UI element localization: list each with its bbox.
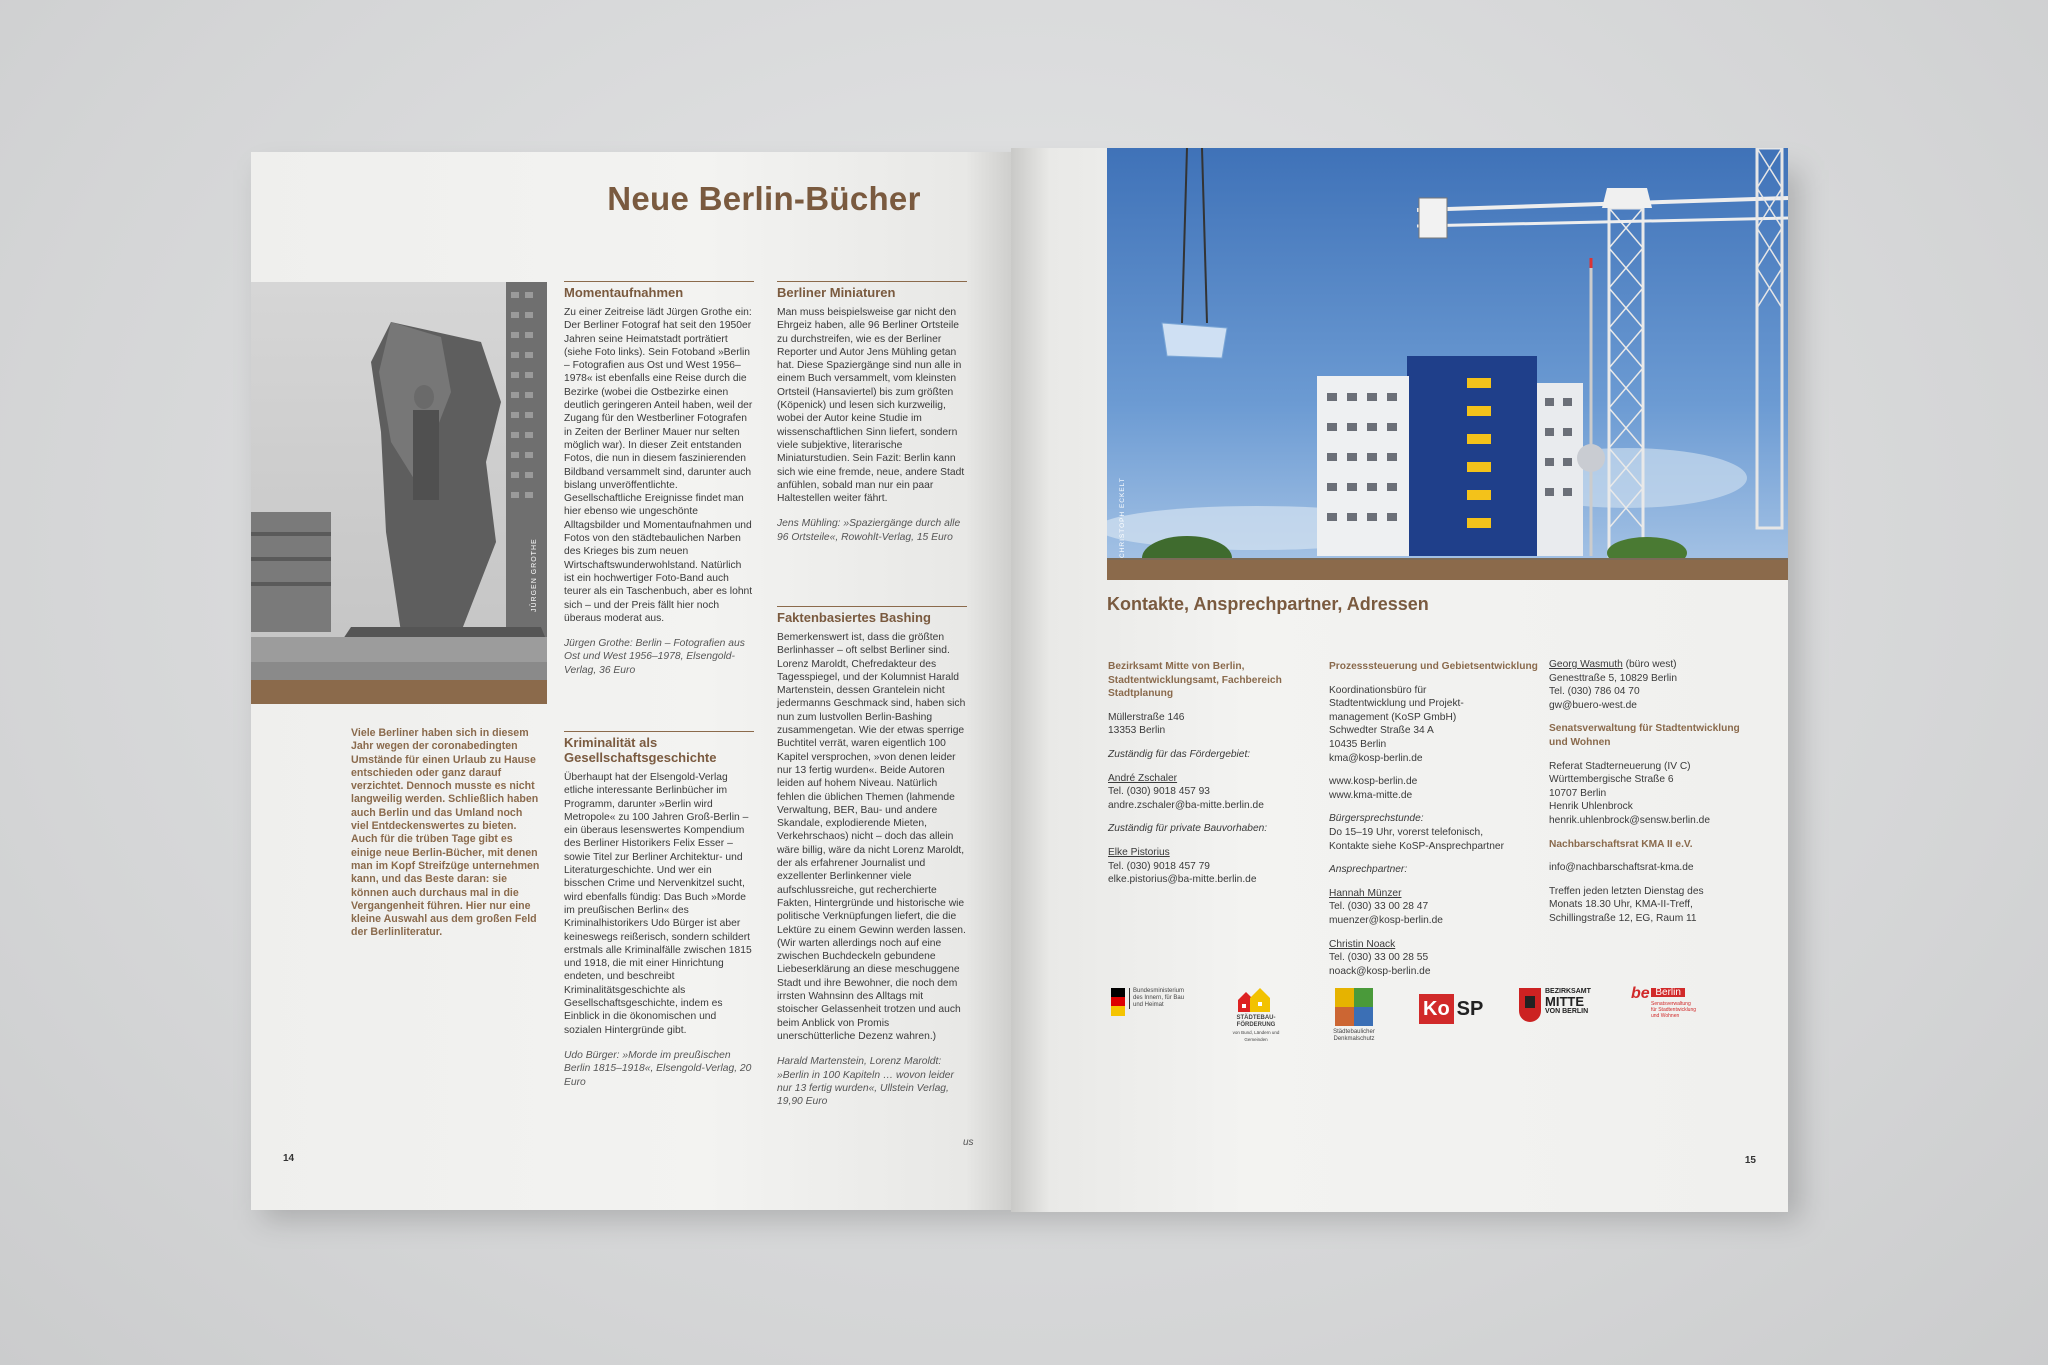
section-momentaufnahmen <box>564 281 754 677</box>
contact-column-bezirksamt <box>1108 660 1318 887</box>
role-label: Ansprechpartner: <box>1329 864 1408 876</box>
contact-name: Christin Noack <box>1329 938 1396 950</box>
meeting-info: Monats 18.30 Uhr, KMA-II-Treff, <box>1549 899 1693 911</box>
role-label: Bürgersprechstunde: <box>1329 813 1424 825</box>
contact-phone: Tel. (030) 9018 457 79 <box>1108 860 1210 872</box>
org-line: Stadtentwicklung und Projekt- <box>1329 698 1464 710</box>
staedtebaufoerderung-logo: STÄDTEBAU- FÖRDERUNG von Bund, Ländern und Gemeinden <box>1226 988 1286 1043</box>
contact-email[interactable]: andre.zschaler@ba-mitte.berlin.de <box>1108 799 1264 811</box>
contact-email[interactable]: muenzer@kosp-berlin.de <box>1329 914 1443 926</box>
address-line: 10435 Berlin <box>1329 738 1387 750</box>
bmi-logo: Bundesministerium des Innern, für Bau und Heimat <box>1111 988 1184 1016</box>
left-page <box>251 152 1011 1210</box>
book-citation: Jürgen Grothe: Berlin – Fotografien aus Ost und West 1956–1978, Elsengold-Verlag, 36 Euro <box>564 638 745 676</box>
photo-credit: CHRISTOPH ECKELT <box>1119 477 1126 558</box>
org-line: management (KoSP GmbH) <box>1329 711 1457 723</box>
construction-crane-photo <box>1107 148 1788 576</box>
book-citation: Jens Mühling: »Spaziergänge durch alle 96 Ortsteile«, Rowohlt-Verlag, 15 Euro <box>777 518 961 543</box>
brown-band <box>1107 560 1788 580</box>
address-line: Genesttraße 5, 10829 Berlin <box>1549 672 1677 684</box>
address-line: 13353 Berlin <box>1108 725 1166 737</box>
contact-email[interactable]: kma@kosp-berlin.de <box>1329 752 1423 764</box>
contact-name: Georg Wasmuth <box>1549 659 1623 670</box>
meeting-info: Schillingstraße 12, EG, Raum 11 <box>1549 912 1697 924</box>
sponsor-logos <box>1111 985 1788 1042</box>
contact-email[interactable]: gw@buero-west.de <box>1549 699 1637 711</box>
section-body: Überhaupt hat der Elsengold-Verlag etliche interessante Berlinbücher im Programm, darunter »Berlin wird Metropole« zu 100 Jahren Groß-Berlin – ein überaus lesenswertes Kompendium des Berliner Historikers Felix Esser – sowie Titel zur Berliner Architektur- und Literaturgeschichte. Und wer ein bisschen Crime und Nervenkitzel sucht, wird ebenfalls fündig: Das Buch »Morde im preußischen Berlin« des Kriminalhistorikers Udo Bürger ist aber keineswegs reißerisch, sondern schildert erstmals alle Kriminalfälle zwischen 1815 und 1918, die mit einer Hinrichtung endeten, und beschreibt Kriminalitätsgeschichte als Gesellschaftsgeschichte, indem es Einblick in die ökonomischen und sozialen Hintergründe gibt. <box>564 772 752 1036</box>
section-heading: Momentaufnahmen <box>564 281 754 300</box>
section-heading: Faktenbasiertes Bashing <box>777 606 967 625</box>
section-bashing <box>777 606 967 1108</box>
right-page <box>1011 148 1788 1212</box>
section-body: Bemerkenswert ist, dass die größten Berlinhasser – oft selbst Berliner sind. Lorenz Maroldt, Chefredakteur des Tagesspiegel, und der Kolumnist Harald Martenstein, dessen Grantelein nicht jedermanns Geschmack sind, haben sich nun zum lustvollen Berlin-Bashing zusammengetan. Wie der etwas sperrige Buchtitel verrät, waren eigentlich 100 Kapitel versprochen, »von denen leider nur 13 fertig wurden«. Beide Autoren leiden auf hohem Niveau. Natürlich fehlen die üblichen Themen (lahmende Verwaltung, BER, Bau- und andere Skandale, explodierende Mieten, Verkehrschaos) nicht – doch das allein wäre billig, wäre da nicht Lorenz Maroldt, der als erfahrener Journalist und exzellenter Berlinkenner viele aufschlussreiche, gut recherchierte Fakten, Hintergründe und historische wie politische Verknüpfungen liefert, die die Lektüre zu einem Gewinn werden lassen. (Wir warten allerdings noch auf eine zwischen Buchdeckeln gebundene Liebeserklärung an diese meschuggene Stadt und ihre Bewohner, die noch dem irrsten Wahnsinn des Alltags mit stoischer Gelassenheit trotzen und auch beim Anblick von Promis unerschütterliche Dezenz wahren.) <box>777 632 966 1042</box>
contact-name: Henrik Uhlenbrock <box>1549 801 1633 813</box>
photo-credit: JÜRGEN GROTHE <box>531 538 538 612</box>
page-number: 14 <box>283 1153 295 1164</box>
contact-name-suffix: (büro west) <box>1622 659 1677 670</box>
contact-column-kosp <box>1329 660 1539 978</box>
contact-heading: Prozesssteuerung und Gebietsentwicklung <box>1329 661 1538 672</box>
bear-icon <box>1525 996 1535 1008</box>
intro-text: Viele Berliner haben sich in diesem Jahr wegen der coronabedingten Umstände für einen Urlaub zu Hause entschieden oder ganz darauf verzichtet. Dennoch musste es nicht langweilig werden. Schließlich haben auch Berlin und das Umland noch viel Entdeckenswertes zu bieten. Auch für die trüben Tage gibt es einige neue Berlin-Bücher, mit denen man im Kopf Streifzüge unternehmen kann, und das Beste daran: sie können auch durchaus mal in die Vergangenheit führen. Hier nur eine kleine Auswahl aus dem großen Feld der Berlinliteratur. <box>351 727 540 939</box>
office-hours: Do 15–19 Uhr, vorerst telefonisch, <box>1329 826 1484 838</box>
contact-phone: Tel. (030) 33 00 28 55 <box>1329 952 1429 964</box>
section-miniaturen <box>777 281 967 544</box>
senatsverwaltung-logo: be Berlin Senatsverwaltung für Stadtentwicklung und Wohnen <box>1631 985 1697 1019</box>
address-line: Müllerstraße 146 <box>1108 711 1185 723</box>
contact-heading: Senatsverwaltung für Stadtentwicklung und Wohnen <box>1549 723 1740 748</box>
section-body: Zu einer Zeitreise lädt Jürgen Grothe ein: Der Berliner Fotograf hat seit den 1950er Jahren seine Heimatstadt porträtiert (siehe Foto links). Sein Fotoband »Berlin – Fotografien aus Ost und West 1956–1978« ist ebenfalls eine Reise durch die Bezirke (wobei die Ostbezirke einen deutlich geringeren Anteil haben, weil der Zugang für den Westberliner Fotografen in Zeiten der Berliner Mauer nur selten möglich war). In dieser Zeit entstanden Fotos, die nun in diesem faszinierenden Bildband versammelt sind, darunter auch bislang unveröffentlichte. Gesellschaftliche Ereignisse findet man hier ebenso wie ungeschönte Alltagsbilder und Momentaufnahmen und Fotos von den städtebaulichen Narben des Krieges bis zum neuen Wirtschaftswunderwohlstand. Natürlich ist ein hochwertiger Foto-Band auch teurer als ein Taschenbuch, aber es lohnt sich – und der Preis fällt hier noch überaus moderat aus. <box>564 307 753 624</box>
book-citation: Harald Martenstein, Lorenz Maroldt: »Berlin in 100 Kapiteln … wovon leider nur 13 fertig wurden«, Ullstein Verlag, 19,90 Euro <box>777 1056 954 1108</box>
contact-phone: Tel. (030) 786 04 70 <box>1549 686 1640 698</box>
section-kriminalitaet <box>564 731 754 1089</box>
website-link[interactable]: www.kma-mitte.de <box>1329 789 1413 801</box>
houses-icon <box>1234 988 1278 1012</box>
section-heading: Kriminalität als Gesellschaftsgeschichte <box>564 731 754 765</box>
contact-column-others <box>1549 658 1759 926</box>
contact-name: André Zschaler <box>1108 772 1178 784</box>
contact-name: Elke Pistorius <box>1108 846 1170 858</box>
address-line: Schwedter Straße 34 A <box>1329 725 1434 737</box>
contact-email[interactable]: noack@kosp-berlin.de <box>1329 965 1431 977</box>
contact-email[interactable]: henrik.uhlenbrock@sensw.berlin.de <box>1549 814 1710 826</box>
contact-phone: Tel. (030) 33 00 28 47 <box>1329 901 1429 913</box>
page-title: Neue Berlin-Bücher <box>607 180 921 217</box>
bezirksamt-mitte-logo: BEZIRKSAMT MITTE VON BERLIN <box>1519 988 1591 1022</box>
section-body: Man muss beispielsweise gar nicht den Ehrgeiz haben, alle 96 Berliner Ortsteile zu durchstreifen, wie es der Berliner Reporter und Autor Jens Mühling getan hat. Diese Spaziergänge sind nun alle in einem Buch versammelt, vom kleinsten Ortsteil (Hansaviertel) bis zum größten (Köpenick) und lesen sich kurzweilig, wobei der Autor keine Studie im wissenschaftlichen Sinn liefert, sondern viele subjektive, literarische Miniaturstudien. Sein Fazit: Berlin kann sich wie eine fremde, neue, andere Stadt anfühlen, sobald man nur ein paar Haltestellen weiter fährt. <box>777 307 965 505</box>
contact-heading: Nachbarschaftsrat KMA II e.V. <box>1549 838 1693 850</box>
role-label: Zuständig für private Bauvorhaben: <box>1108 823 1268 835</box>
address-line: Württembergische Straße 6 <box>1549 774 1674 786</box>
section-heading: Berliner Miniaturen <box>777 281 967 300</box>
contact-phone: Tel. (030) 9018 457 93 <box>1108 786 1210 798</box>
contact-email[interactable]: info@nachbarschaftsrat-kma.de <box>1549 862 1694 874</box>
contacts-title: Kontakte, Ansprechpartner, Adressen <box>1107 594 1429 614</box>
website-link[interactable]: www.kosp-berlin.de <box>1329 776 1418 788</box>
contact-name: Hannah Münzer <box>1329 887 1402 899</box>
author-initials: us <box>963 1137 974 1148</box>
dept-line: Referat Stadterneuerung (IV C) <box>1549 760 1691 772</box>
kosp-logo: Ko SP <box>1419 994 1483 1024</box>
address-line: 10707 Berlin <box>1549 787 1607 799</box>
role-label: Zuständig für das Fördergebiet: <box>1108 748 1251 760</box>
lenin-monument-photo <box>251 282 547 680</box>
brown-band <box>251 680 547 704</box>
office-hours: Kontakte siehe KoSP-Ansprechpartner <box>1329 840 1504 852</box>
denkmalschutz-logo: Städtebaulicher Denkmalschutz <box>1329 988 1379 1043</box>
book-citation: Udo Bürger: »Morde im preußischen Berlin 1815–1918«, Elsengold-Verlag, 20 Euro <box>564 1049 752 1088</box>
page-number: 15 <box>1744 1155 1756 1166</box>
meeting-info: Treffen jeden letzten Dienstag des <box>1549 885 1704 897</box>
contact-email[interactable]: elke.pistorius@ba-mitte.berlin.de <box>1108 874 1257 886</box>
org-line: Koordinationsbüro für <box>1329 684 1427 696</box>
contact-heading: Bezirksamt Mitte von Berlin, Stadtentwicklungsamt, Fachbereich Stadtplanung <box>1108 661 1282 700</box>
